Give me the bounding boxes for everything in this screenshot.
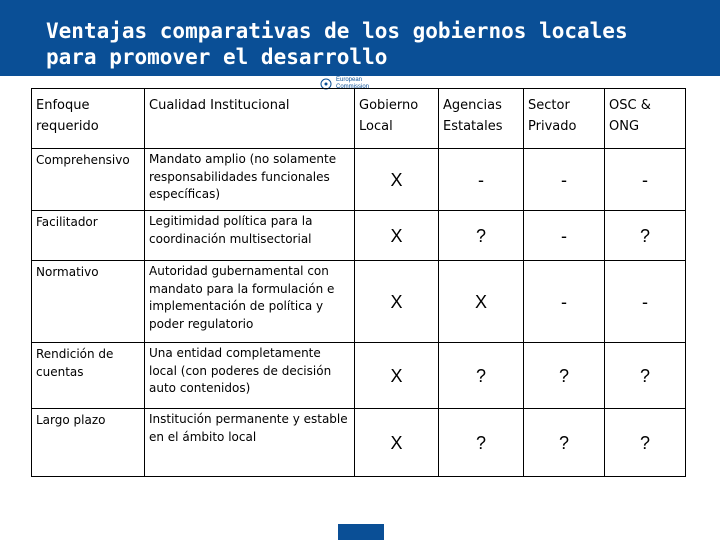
- cell-sector: ?: [524, 343, 605, 409]
- cell-agencias: ?: [439, 343, 524, 409]
- table-header-row: [32, 89, 686, 149]
- header-gobierno: Gobierno Local: [355, 89, 439, 149]
- table-row: [32, 149, 686, 211]
- header-sector: Sector Privado: [524, 89, 605, 149]
- cell-gobierno: X: [355, 409, 439, 477]
- slide-title: [46, 18, 706, 70]
- eu-flag-footer: [338, 524, 384, 540]
- cell-cualidad: Una entidad completamente local (con poderes de decisión auto contenidos): [145, 343, 355, 409]
- comparison-table: [31, 88, 686, 477]
- cell-gobierno: X: [355, 343, 439, 409]
- cell-enfoque: Comprehensivo: [32, 149, 145, 211]
- cell-sector: -: [524, 261, 605, 343]
- header-osc: OSC & ONG: [605, 89, 686, 149]
- cell-gobierno: X: [355, 149, 439, 211]
- cell-enfoque: Facilitador: [32, 211, 145, 261]
- header-enfoque: Enfoque requerido: [32, 89, 145, 149]
- cell-agencias: -: [439, 149, 524, 211]
- cell-gobierno: X: [355, 261, 439, 343]
- cell-osc: -: [605, 149, 686, 211]
- cell-enfoque: Rendición de cuentas: [32, 343, 145, 409]
- cell-cualidad: Mandato amplio (no solamente responsabilidades funcionales específicas): [145, 149, 355, 211]
- table-row: [32, 211, 686, 261]
- cell-enfoque: Normativo: [32, 261, 145, 343]
- cell-gobierno: X: [355, 211, 439, 261]
- cell-osc: ?: [605, 409, 686, 477]
- cell-cualidad: Legitimidad política para la coordinación multisectorial: [145, 211, 355, 261]
- cell-cualidad: Institución permanente y estable en el ámbito local: [145, 409, 355, 477]
- cell-sector: -: [524, 211, 605, 261]
- cell-agencias: ?: [439, 409, 524, 477]
- cell-sector: ?: [524, 409, 605, 477]
- cell-osc: -: [605, 261, 686, 343]
- cell-enfoque: Largo plazo: [32, 409, 145, 477]
- cell-osc: ?: [605, 211, 686, 261]
- logo-text-line2: Commission: [336, 84, 370, 90]
- table-row: [32, 261, 686, 343]
- slide-title-line1: Ventajas comparativas de los gobiernos locales: [46, 19, 628, 43]
- cell-sector: -: [524, 149, 605, 211]
- logo-bar: [316, 70, 370, 74]
- logo-text-line1: European: [336, 77, 363, 83]
- cell-agencias: X: [439, 261, 524, 343]
- header-cualidad: Cualidad Institucional: [145, 89, 355, 149]
- slide-title-line2: para promover el desarrollo: [46, 45, 388, 69]
- table-row: [32, 343, 686, 409]
- cell-cualidad: Autoridad gubernamental con mandato para la formulación e implementación de política y poder regulatorio: [145, 261, 355, 343]
- title-banner: [0, 0, 720, 76]
- cell-osc: ?: [605, 343, 686, 409]
- table-row: [32, 409, 686, 477]
- cell-agencias: ?: [439, 211, 524, 261]
- header-agencias: Agencias Estatales: [439, 89, 524, 149]
